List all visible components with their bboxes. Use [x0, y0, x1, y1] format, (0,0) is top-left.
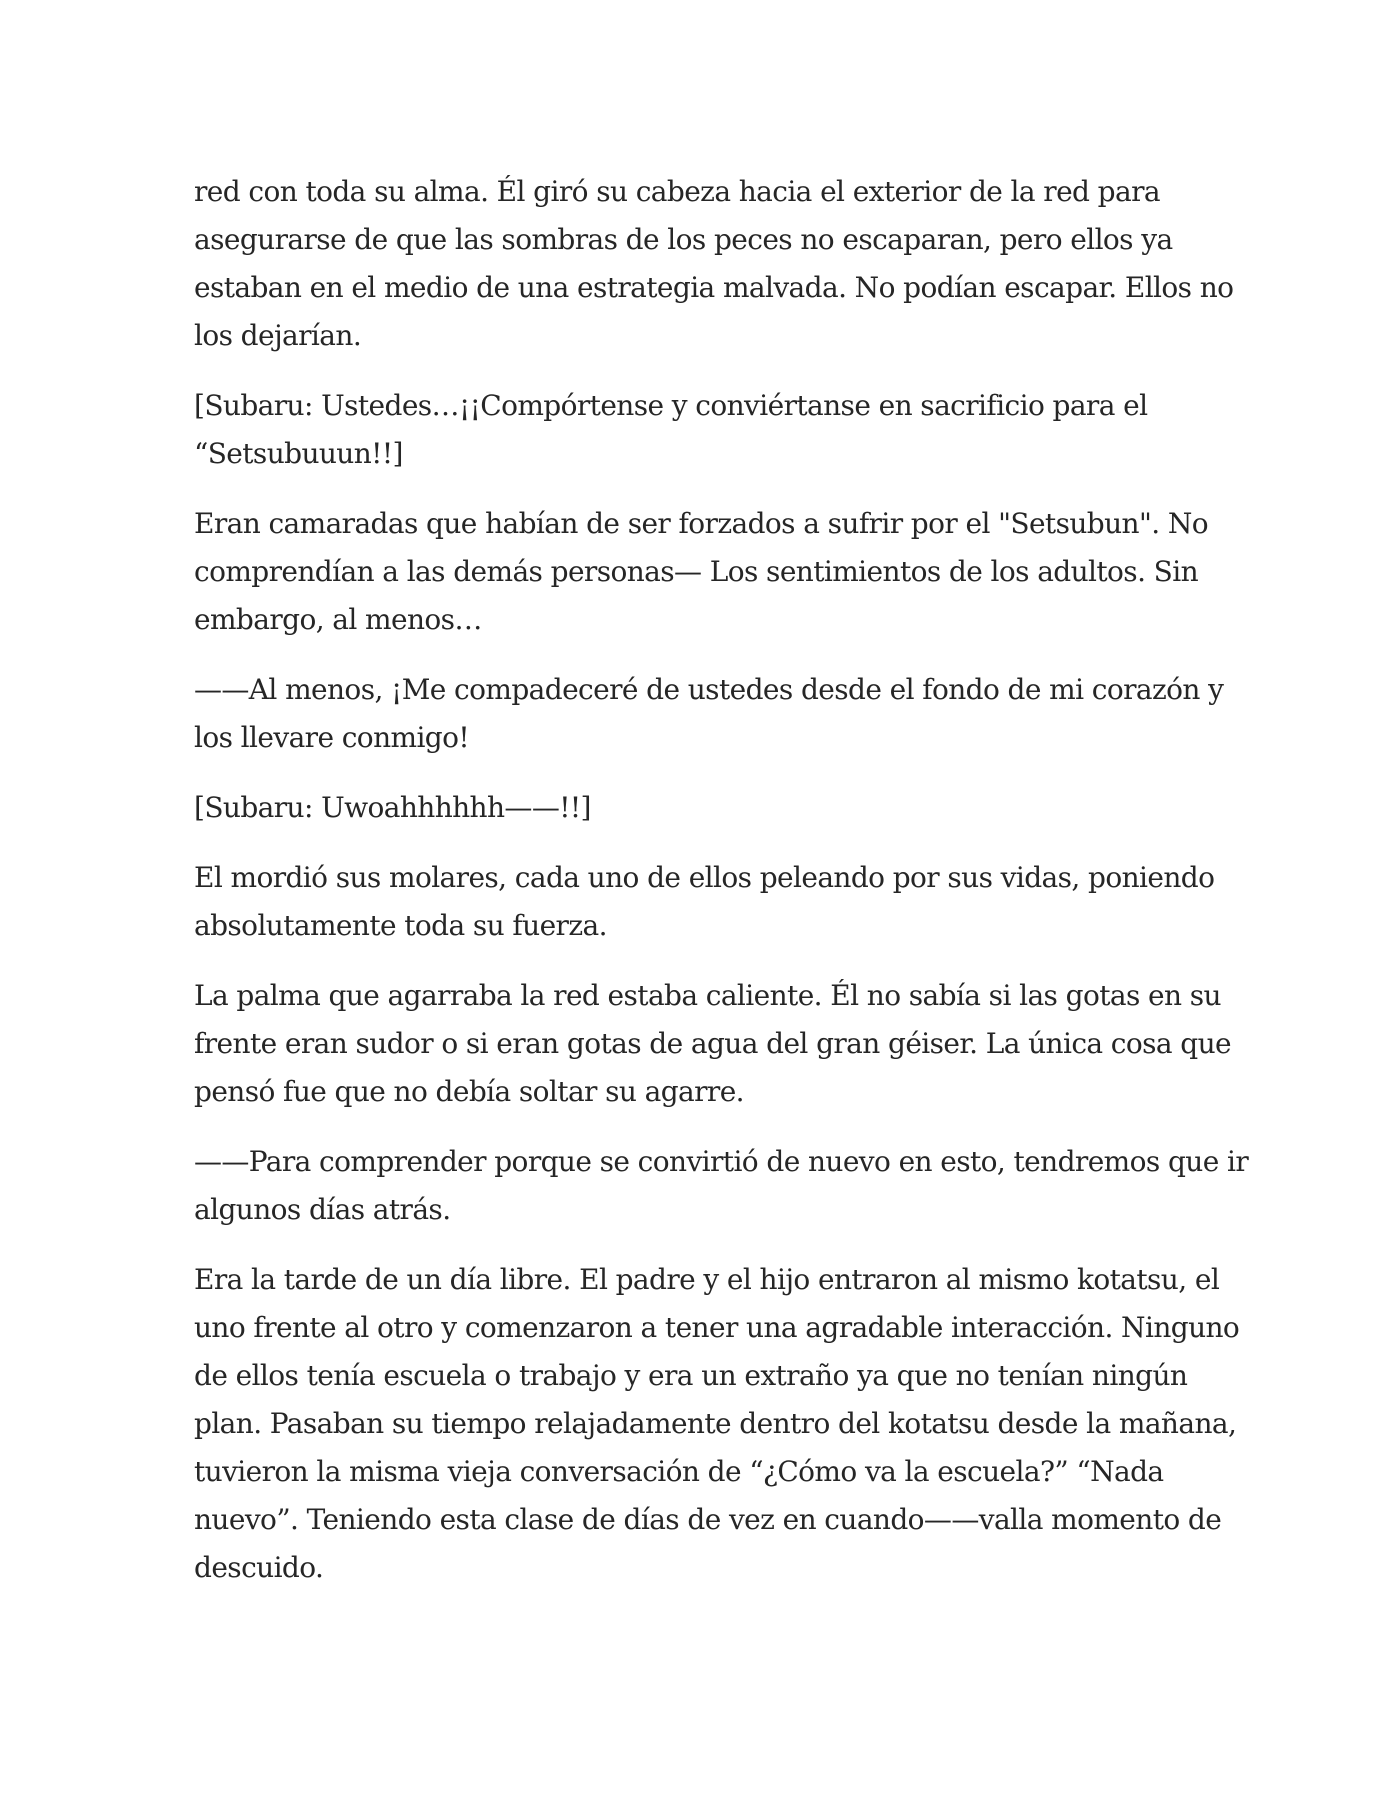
paragraph-at-least — [194, 666, 1224, 762]
body-text — [194, 168, 1249, 1614]
paragraph-comrades — [194, 500, 1224, 644]
text-line: “Setsubuuun!!] — [194, 437, 403, 470]
text-line: absolutamente toda su fuerza. — [194, 909, 607, 942]
text-line: Era la tarde de un día libre. El padre y el hijo entraron al mismo kotatsu, el — [194, 1263, 1220, 1296]
text-line: El mordió sus molares, cada uno de ellos peleando por sus vidas, poniendo — [194, 861, 1215, 894]
text-line: tuvieron la misma vieja conversación de “¿Cómo va la escuela?” “Nada — [194, 1455, 1164, 1488]
text-line: uno frente al otro y comenzaron a tener una agradable interacción. Ninguno — [194, 1311, 1240, 1344]
text-line: los llevare conmigo! — [194, 721, 470, 754]
text-line: de ellos tenía escuela o trabajo y era un extraño ya que no tenían ningún — [194, 1359, 1188, 1392]
text-line: plan. Pasaban su tiempo relajadamente dentro del kotatsu desde la mañana, — [194, 1407, 1237, 1440]
text-line: asegurarse de que las sombras de los peces no escaparan, pero ellos ya — [194, 223, 1173, 256]
text-line: ——Para comprender porque se convirtió de nuevo en esto, tendremos que ir — [194, 1145, 1249, 1178]
text-line: estaban en el medio de una estrategia malvada. No podían escapar. Ellos no — [194, 271, 1234, 304]
text-line: embargo, al menos… — [194, 603, 482, 636]
text-line: [Subaru: Ustedes…¡¡Compórtense y conviértanse en sacrificio para el — [194, 389, 1148, 422]
text-line: comprendían a las demás personas— Los sentimientos de los adultos. Sin — [194, 555, 1199, 588]
paragraph-palm — [194, 972, 1232, 1116]
paragraph-flashback-intro — [194, 1138, 1249, 1234]
text-line: frente eran sudor o si eran gotas de agua del gran géiser. La única cosa que — [194, 1027, 1232, 1060]
text-line: La palma que agarraba la red estaba caliente. Él no sabía si las gotas en su — [194, 979, 1221, 1012]
paragraph-net-struggle — [194, 168, 1234, 360]
paragraph-molars — [194, 854, 1224, 950]
text-line: nuevo”. Teniendo esta clase de días de vez en cuando——valla momento de — [194, 1503, 1222, 1536]
text-line: ——Al menos, ¡Me compadeceré de ustedes desde el fondo de mi corazón y — [194, 673, 1224, 706]
paragraph-subaru-dialogue-2 — [194, 784, 1224, 832]
text-line: algunos días atrás. — [194, 1193, 451, 1226]
text-line: descuido. — [194, 1551, 324, 1584]
paragraph-subaru-dialogue-1 — [194, 382, 1224, 478]
text-line: pensó fue que no debía soltar su agarre. — [194, 1075, 744, 1108]
text-line: red con toda su alma. Él giró su cabeza hacia el exterior de la red para — [194, 175, 1160, 208]
text-line: los dejarían. — [194, 319, 362, 352]
paragraph-kotatsu — [194, 1256, 1240, 1592]
text-line: [Subaru: Uwoahhhhhh——!!] — [194, 791, 591, 824]
text-line: Eran camaradas que habían de ser forzados a sufrir por el "Setsubun". No — [194, 507, 1209, 540]
